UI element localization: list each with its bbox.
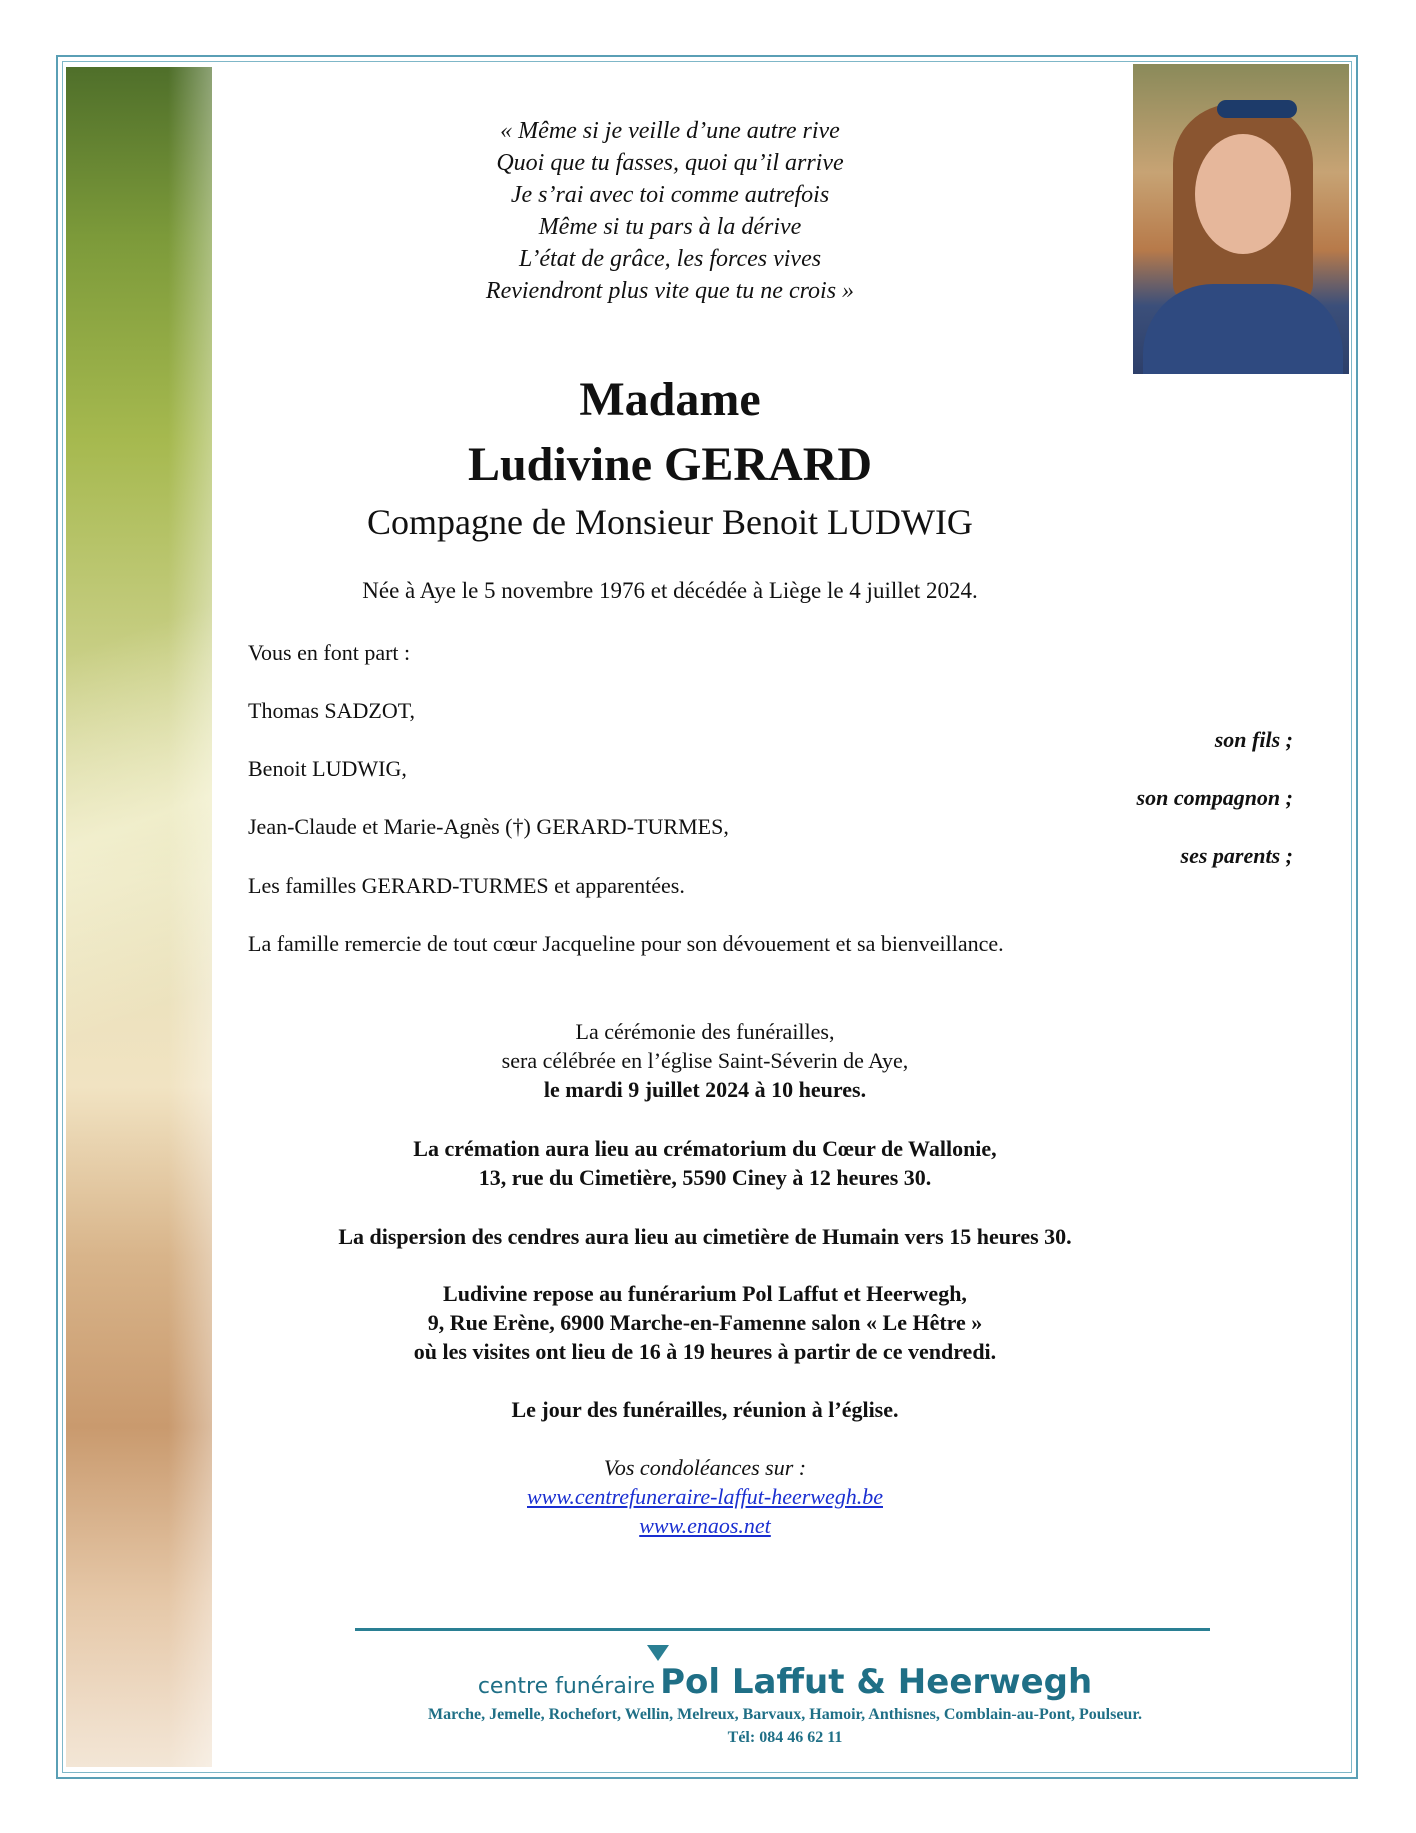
condolences-link-laffut[interactable]: www.centrefuneraire-laffut-heerwegh.be <box>527 1484 883 1509</box>
footer-locations: Marche, Jemelle, Rochefort, Wellin, Melreux, Barvaux, Hamoir, Anthisnes, Comblain-au-Pont, Poulseur. <box>428 1706 1142 1723</box>
family-member-role: son fils ; <box>1214 727 1293 752</box>
ceremony-info <box>240 1017 1170 1104</box>
funerarium-line: 9, Rue Erène, 6900 Marche-en-Famenne salon « Le Hêtre » <box>427 1310 983 1335</box>
funerarium-line: où les visites ont lieu de 16 à 19 heures à partir de ce vendredi. <box>413 1339 997 1364</box>
poem-line: L’état de grâce, les forces vives <box>518 246 822 272</box>
family-member-role: ses parents ; <box>1180 843 1293 868</box>
portrait-photo <box>1133 64 1349 374</box>
cremation-line: 13, rue du Cimetière, 5590 Ciney à 12 heures 30. <box>478 1165 932 1190</box>
sunlight-rays <box>66 600 212 1100</box>
condolences-label: Vos condoléances sur : <box>603 1455 807 1480</box>
family-others: Les familles GERARD-TURMES et apparentées. <box>248 873 685 898</box>
dispersion-line: La dispersion des cendres aura lieu au cimetière de Humain vers 15 heures 30. <box>338 1224 1072 1249</box>
family-member-name: Benoit LUDWIG, <box>248 756 407 781</box>
cremation-info <box>240 1134 1170 1192</box>
poem <box>240 115 1100 307</box>
honorific: Madame <box>579 373 761 426</box>
brand-prefix: centre funéraire <box>477 1674 656 1699</box>
ceremony-date: le mardi 9 juillet 2024 à 10 heures. <box>543 1077 867 1102</box>
condolences <box>240 1453 1170 1540</box>
poem-line: Reviendront plus vite que tu ne crois » <box>485 278 855 304</box>
funerarium-line: Ludivine repose au funérarium Pol Laffut et Heerwegh, <box>443 1281 967 1306</box>
family-intro: Vous en font part : <box>248 640 411 665</box>
funerarium-info <box>240 1279 1170 1366</box>
poem-line: Je s’rai avec toi comme autrefois <box>510 182 830 208</box>
reunion-line: Le jour des funérailles, réunion à l’église. <box>511 1397 899 1422</box>
brand-name: Pol Laffut & Heerwegh <box>660 1662 1093 1702</box>
ceremony-line: La cérémonie des funérailles, <box>575 1019 835 1044</box>
poem-line: Même si tu pars à la dérive <box>538 214 802 240</box>
funeral-home-logo <box>360 1662 1210 1702</box>
poem-line: « Même si je veille d’une autre rive <box>500 118 840 144</box>
relation: Compagne de Monsieur Benoit LUDWIG <box>367 502 973 542</box>
birth-death-dates: Née à Aye le 5 novembre 1976 et décédée à Liège le 4 juillet 2024. <box>362 578 978 603</box>
footer-divider <box>355 1628 1210 1631</box>
family-member-name: Thomas SADZOT, <box>248 698 416 723</box>
family-member-role: son compagnon ; <box>1136 785 1293 810</box>
dispersion-info <box>240 1222 1170 1251</box>
ceremony-line: sera célébrée en l’église Saint-Séverin de Aye, <box>501 1048 909 1073</box>
logo-triangle-icon <box>647 1645 669 1661</box>
condolences-link-enaos[interactable]: www.enaos.net <box>639 1513 771 1538</box>
family-thanks: La famille remercie de tout cœur Jacqueline pour son dévouement et sa bienveillance. <box>248 931 1004 956</box>
reunion-info <box>240 1395 1170 1424</box>
poem-line: Quoi que tu fasses, quoi qu’il arrive <box>496 150 844 176</box>
cremation-line: La crémation aura lieu au crématorium du Cœur de Wallonie, <box>413 1136 997 1161</box>
deceased-name: Ludivine GERARD <box>467 438 873 491</box>
footer-phone: Tél: 084 46 62 11 <box>727 1729 843 1746</box>
family-member-name: Jean-Claude et Marie-Agnès (†) GERARD-TURMES, <box>248 814 729 839</box>
